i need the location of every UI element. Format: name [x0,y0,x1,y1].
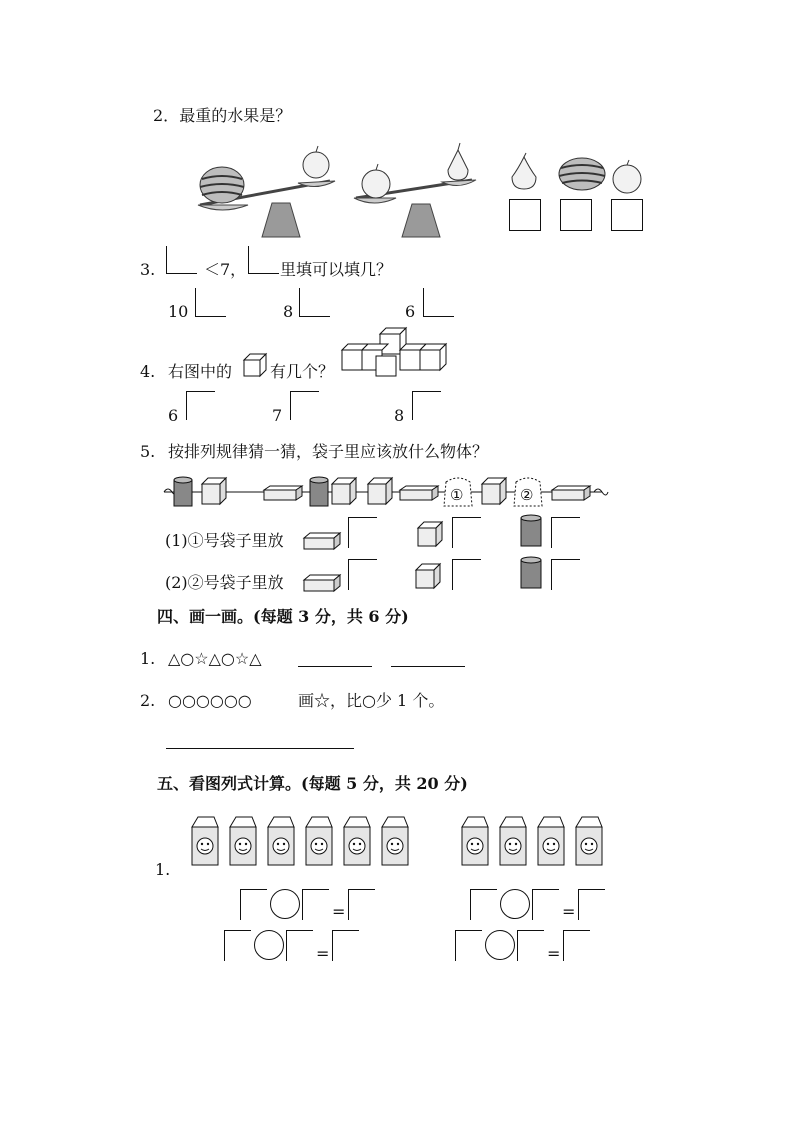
s4-q1-sequence: △○☆△○☆△ [168,649,262,668]
q3-option-box-6[interactable] [423,288,454,317]
eq-sign: = [332,902,346,921]
milk-carton-group-left [188,815,416,867]
s4-q2-circles: ○○○○○○ [168,691,252,710]
q5-2-box-cube[interactable] [452,559,481,590]
q3-blank-ref [248,246,279,274]
cuboid-icon [302,530,342,550]
pattern-sequence [162,472,608,512]
s4-q2-answer-line[interactable] [166,748,354,749]
q4-post: 有几个？ [270,362,335,381]
eq-sign: = [562,902,576,921]
q3-tail: 里填可以填几？ [280,260,393,279]
q2-line [153,106,291,126]
answer-box-apple[interactable] [611,199,643,231]
q5-sub2: (2)②号袋子里放 [165,573,284,592]
eq-box[interactable] [302,889,329,920]
watermelon-icon [557,156,607,192]
q4-option-box-6[interactable] [186,391,215,420]
bag-2-label: ② [520,486,534,504]
q5-1-box-cylinder[interactable] [551,517,580,548]
section-5-title: 五、看图列式计算。(每题 5 分，共 20 分) [157,774,468,793]
q3-blank-left[interactable] [166,246,197,274]
milk-carton-group-right [458,815,610,867]
pear-icon [508,153,540,191]
q5-2-box-cuboid[interactable] [348,559,377,590]
q4-pre: 右图中的 [168,362,233,381]
eq-box[interactable] [286,930,313,961]
s4-q1-number: 1. [140,649,156,668]
eq-box[interactable] [517,930,544,961]
s5-q1-number: 1. [155,860,171,879]
q3-option-6: 6 [405,302,416,321]
eq-box[interactable] [224,930,251,961]
s4-q1-answer-line-1[interactable] [298,666,372,667]
section-4-title: 四、画一画。(每题 3 分，共 6 分) [157,607,409,626]
q5-1-box-cube[interactable] [452,517,481,548]
cube-stack-figure [340,328,448,378]
q2-text: 最重的水果是？ [179,106,292,125]
eq-sign: = [316,944,330,963]
answer-box-watermelon[interactable] [560,199,592,231]
q3-less-than: ＜7， [204,260,247,279]
q4-option-6: 6 [168,406,179,425]
eq-operator-circle[interactable] [270,889,300,919]
scale-watermelon-apple [190,145,340,240]
eq-operator-circle[interactable] [500,889,530,919]
q4-number: 4. [140,362,156,381]
eq-sign: = [547,944,561,963]
eq-operator-circle[interactable] [254,930,284,960]
apple-icon [610,160,644,194]
s4-q1-answer-line-2[interactable] [391,666,465,667]
q4-option-8: 8 [394,406,405,425]
q4-option-7: 7 [272,406,283,425]
eq-box[interactable] [240,889,267,920]
q4-option-box-7[interactable] [290,391,319,420]
small-cube-icon [242,352,268,378]
q3-option-box-10[interactable] [195,288,226,317]
q5-number: 5. [140,442,156,461]
cuboid-icon [302,572,342,592]
answer-box-pear[interactable] [509,199,541,231]
q5-text: 按排列规律猜一猜，袋子里应该放什么物体？ [168,442,489,461]
q3-option-10: 10 [168,302,189,321]
eq-box[interactable] [532,889,559,920]
eq-box[interactable] [470,889,497,920]
eq-box[interactable] [455,930,482,961]
eq-result-box[interactable] [332,930,359,961]
cube-icon [414,562,442,590]
cylinder-icon [519,514,543,548]
eq-result-box[interactable] [563,930,590,961]
scale-apple-pear [350,140,480,240]
q5-2-box-cylinder[interactable] [551,559,580,590]
bag-1-label: ① [450,486,464,504]
cylinder-icon [519,556,543,590]
q3-option-box-8[interactable] [299,288,330,317]
q5-1-box-cuboid[interactable] [348,517,377,548]
q5-sub1: (1)①号袋子里放 [165,531,284,550]
q2-number: 2． [153,106,180,125]
eq-result-box[interactable] [348,889,375,920]
q4-option-box-8[interactable] [412,391,441,420]
s4-q2-number: 2. [140,691,156,710]
q3-option-8: 8 [283,302,294,321]
s4-q2-text: 画☆，比○少 1 个。 [298,691,445,710]
cube-icon [416,520,444,548]
eq-operator-circle[interactable] [485,930,515,960]
q3-number: 3. [140,260,156,279]
eq-result-box[interactable] [578,889,605,920]
